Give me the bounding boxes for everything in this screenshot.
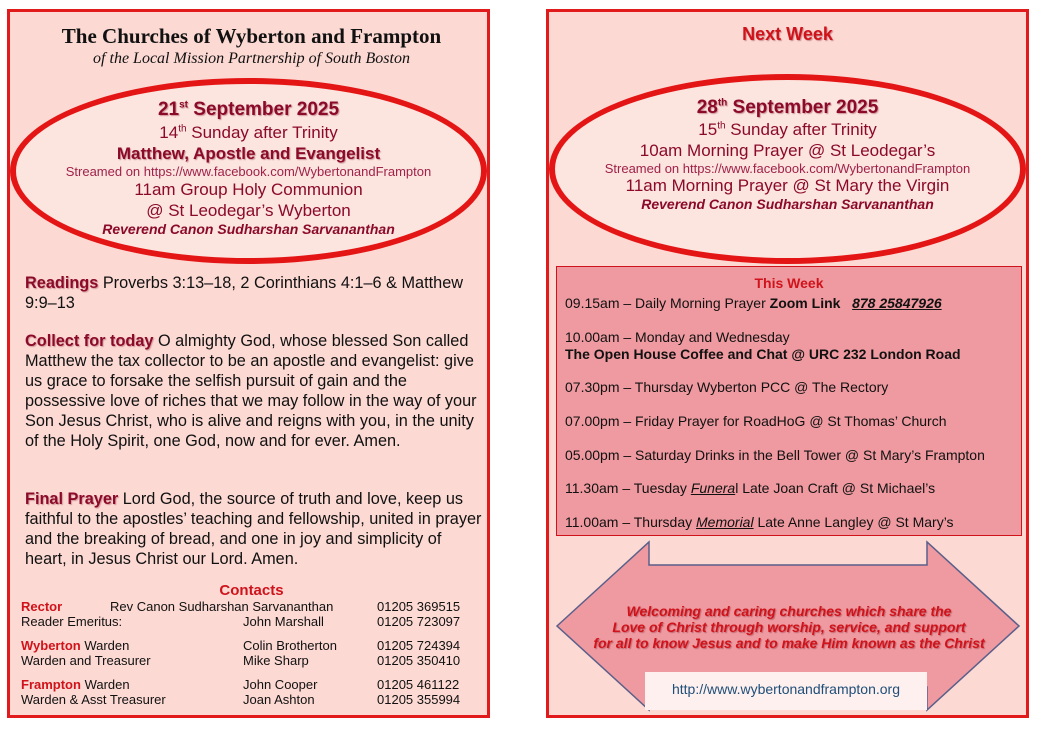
contact-phone: 01205 723097 (377, 614, 461, 629)
contact-phone: 01205 369515 (377, 599, 461, 614)
next-service-date: 28th September 2025 (696, 97, 879, 118)
contact-phone: 01205 350410 (377, 653, 461, 668)
website-link[interactable]: http://www.wybertonandframpton.org (671, 681, 900, 697)
final-prayer-paragraph: Final Prayer Lord God, the source of truth and love, keep us faithful to the apostles’ teaching and fellowship, united in prayer and the breaking of bread, and one in joy and simplicity of heart, in Jesus Christ our Lord. Amen. (25, 490, 482, 568)
contact-name: John Cooper (243, 677, 318, 692)
collect-paragraph: Collect for today O almighty God, whose blessed Son called Matthew the tax collector to be an apostle and evangelist: give us grace to forsake the selfish pursuit of gain and the possessive love of riches that we may follow in the way of your Son Jesus Christ, who is alive and reigns with you, in the unity of the Holy Spirit, one God, now and for ever. Amen. (25, 332, 477, 450)
final-prayer-label: Final Prayer (25, 490, 119, 508)
sunday-name: 14th Sunday after Trinity (159, 123, 338, 142)
right-panel (546, 9, 1029, 718)
collect-label: Collect for today (25, 332, 154, 350)
next-service-line-2: 11am Morning Prayer @ St Mary the Virgin (625, 176, 950, 195)
contact-role: Wyberton Warden (21, 638, 130, 653)
contacts-heading: Contacts (219, 582, 284, 599)
contact-phone: 01205 355994 (377, 692, 461, 707)
contact-role: Warden and Treasurer (21, 653, 151, 668)
service-line-2: @ St Leodegar’s Wyberton (146, 201, 351, 220)
minister-name: Reverend Canon Sudharshan Sarvananthan (102, 221, 395, 237)
this-week-item: 07.30pm – Thursday Wyberton PCC @ The Rectory (565, 379, 889, 395)
contact-name: Joan Ashton (243, 692, 315, 707)
this-week-item: 05.00pm – Saturday Drinks in the Bell Tower @ St Mary’s Frampton (565, 447, 985, 463)
this-week-heading: This Week (754, 275, 824, 291)
contact-phone: 01205 724394 (377, 638, 461, 653)
this-week-box (556, 266, 1022, 536)
contact-role: Rector (21, 599, 63, 614)
contact-role: Reader Emeritus: (21, 614, 123, 629)
zoom-code: 878 25847926 (852, 295, 942, 311)
next-week-heading: Next Week (742, 24, 833, 44)
service-line-1: 11am Group Holy Communion (134, 180, 363, 199)
this-week-item: 10.00am – Monday and Wednesday (565, 329, 790, 345)
contact-name: John Marshall (243, 614, 324, 629)
this-week-item: 11.00am – Thursday Memorial Late Anne Langley @ St Mary’s (565, 514, 954, 530)
this-week-item: The Open House Coffee and Chat @ URC 232 London Road (565, 346, 961, 362)
streamed-link[interactable]: Streamed on https://www.facebook.com/WybertonandFrampton (65, 164, 432, 179)
contact-name: Rev Canon Sudharshan Sarvananthan (110, 599, 334, 614)
page-title: The Churches of Wyberton and Frampton (61, 24, 442, 48)
next-sunday-name: 15th Sunday after Trinity (698, 120, 877, 139)
next-service-line-1: 10am Morning Prayer @ St Leodegar’s (639, 141, 936, 160)
this-week-item: 11.30am – Tuesday Funeral Late Joan Craft @ St Michael’s (565, 480, 936, 496)
service-date: 21st September 2025 (157, 99, 340, 120)
contact-role: Frampton Warden (21, 677, 130, 692)
readings-label: Readings (25, 274, 99, 292)
contact-role: Warden & Asst Treasurer (21, 692, 166, 707)
contact-phone: 01205 461122 (377, 677, 460, 692)
this-week-item: 09.15am – Daily Morning Prayer Zoom Link 878 25847926 (565, 295, 942, 311)
mission-statement: Welcoming and caring churches which share the Love of Christ through worship, service, and support for all to know Jesus and to make Him known as the Christ (593, 603, 985, 651)
contact-name: Colin Brotherton (243, 638, 337, 653)
this-week-item: 07.00pm – Friday Prayer for RoadHoG @ St Thomas’ Church (565, 413, 947, 429)
next-streamed-link[interactable]: Streamed on https://www.facebook.com/WybertonandFrampton (604, 161, 971, 176)
next-minister-name: Reverend Canon Sudharshan Sarvananthan (641, 196, 934, 212)
feast-name: Matthew, Apostle and Evangelist (116, 144, 381, 163)
readings-paragraph: Readings Proverbs 3:13–18, 2 Corinthians 4:1–6 & Matthew 9:9–13 (25, 274, 464, 312)
left-panel (7, 9, 490, 718)
page-subtitle: of the Local Mission Partnership of South Boston (93, 50, 410, 67)
contact-name: Mike Sharp (243, 653, 309, 668)
